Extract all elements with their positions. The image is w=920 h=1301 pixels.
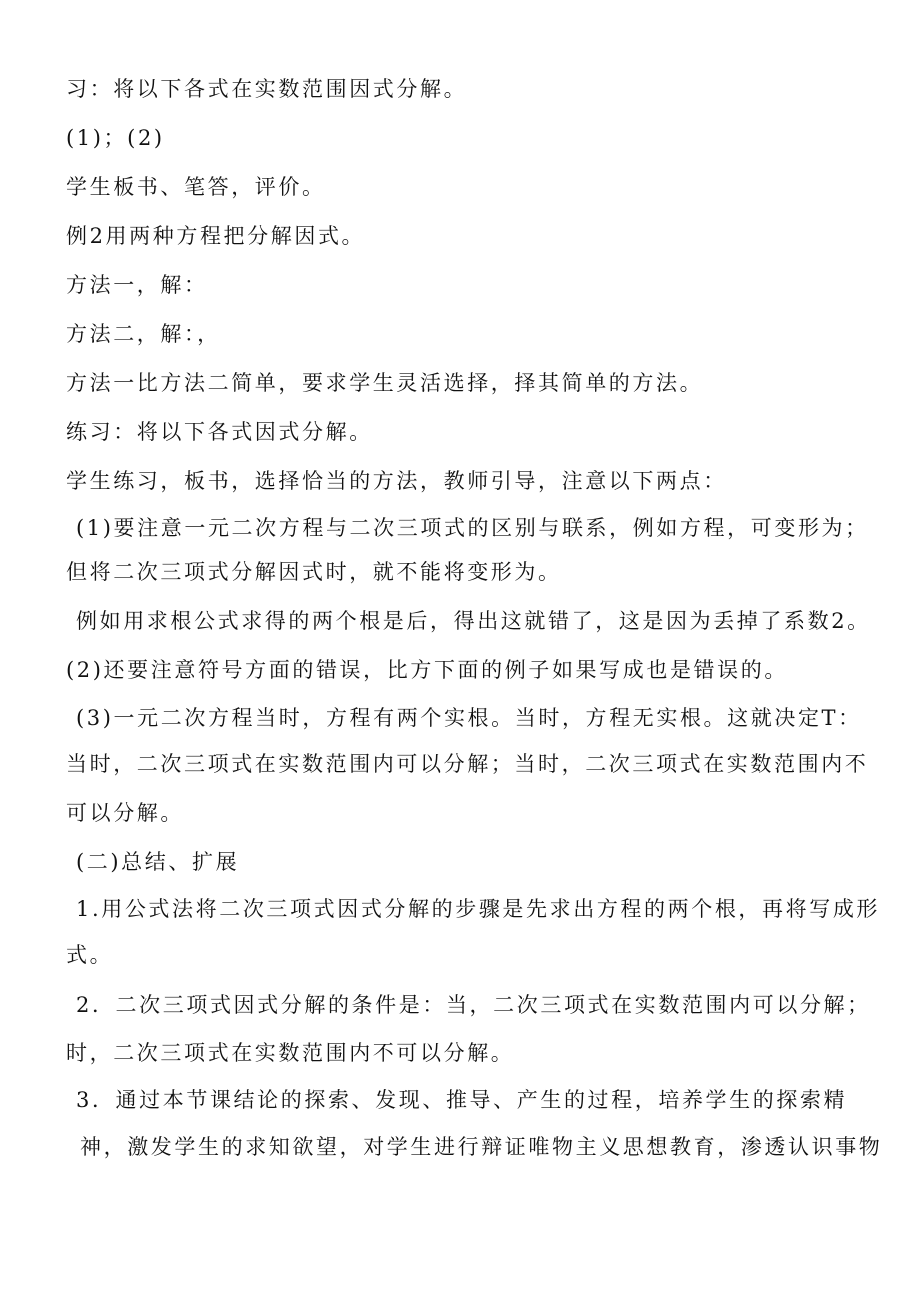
section-heading-summary: (二)总结、扩展 (76, 850, 240, 874)
text-line-point-1-cont: 但将二次三项式分解因式时，就不能将变形为。 (66, 560, 562, 584)
text-line-point-3: (3)一元二次方程当时，方程有两个实根。当时，方程无实根。这就决定T： (76, 706, 862, 730)
text-line-summary-3-cont: 神，激发学生的求知欲望，对学生进行辩证唯物主义思想教育，渗透认识事物 (80, 1135, 883, 1159)
text-line-point-3-end: 可以分解。 (66, 801, 184, 825)
text-line-practice-real-factor: 习：将以下各式在实数范围因式分解。 (66, 77, 468, 101)
text-line-point-2: (2)还要注意符号方面的错误，比方下面的例子如果写成也是错误的。 (66, 658, 788, 682)
text-line-student-practice: 学生练习，板书，选择恰当的方法，教师引导，注意以下两点： (66, 469, 727, 493)
text-line-point-3-cont: 当时，二次三项式在实数范围内可以分解；当时，二次三项式在实数范围内不 (66, 752, 869, 776)
text-line-practice-factor: 练习：将以下各式因式分解。 (66, 420, 373, 444)
text-line-summary-1: 1.用公式法将二次三项式因式分解的步骤是先求出方程的两个根，再将写成形 (76, 897, 881, 921)
text-line-student-board: 学生板书、笔答，评价。 (66, 175, 326, 199)
text-line-summary-3: 3．通过本节课结论的探索、发现、推导、产生的过程，培养学生的探索精 (76, 1088, 848, 1112)
text-line-method-compare: 方法一比方法二简单，要求学生灵活选择，择其简单的方法。 (66, 371, 704, 395)
text-line-method-two: 方法二，解：， (66, 322, 221, 346)
text-line-summary-1-cont: 式。 (66, 943, 114, 967)
text-line-example-2: 例2用两种方程把分解因式。 (66, 224, 366, 248)
text-line-point-1: (1)要注意一元二次方程与二次三项式的区别与联系，例如方程，可变形为； (76, 516, 869, 540)
text-line-method-one: 方法一，解： (66, 273, 208, 297)
text-line-summary-2-cont: 时，二次三项式在实数范围内不可以分解。 (66, 1041, 515, 1065)
text-line-exercise-items: (1)；(2) (66, 126, 165, 150)
text-line-summary-2: 2．二次三项式因式分解的条件是：当，二次三项式在实数范围内可以分解； (76, 993, 871, 1017)
text-line-example-root-formula: 例如用求根公式求得的两个根是后，得出这就错了，这是因为丢掉了系数2。 (76, 609, 871, 633)
